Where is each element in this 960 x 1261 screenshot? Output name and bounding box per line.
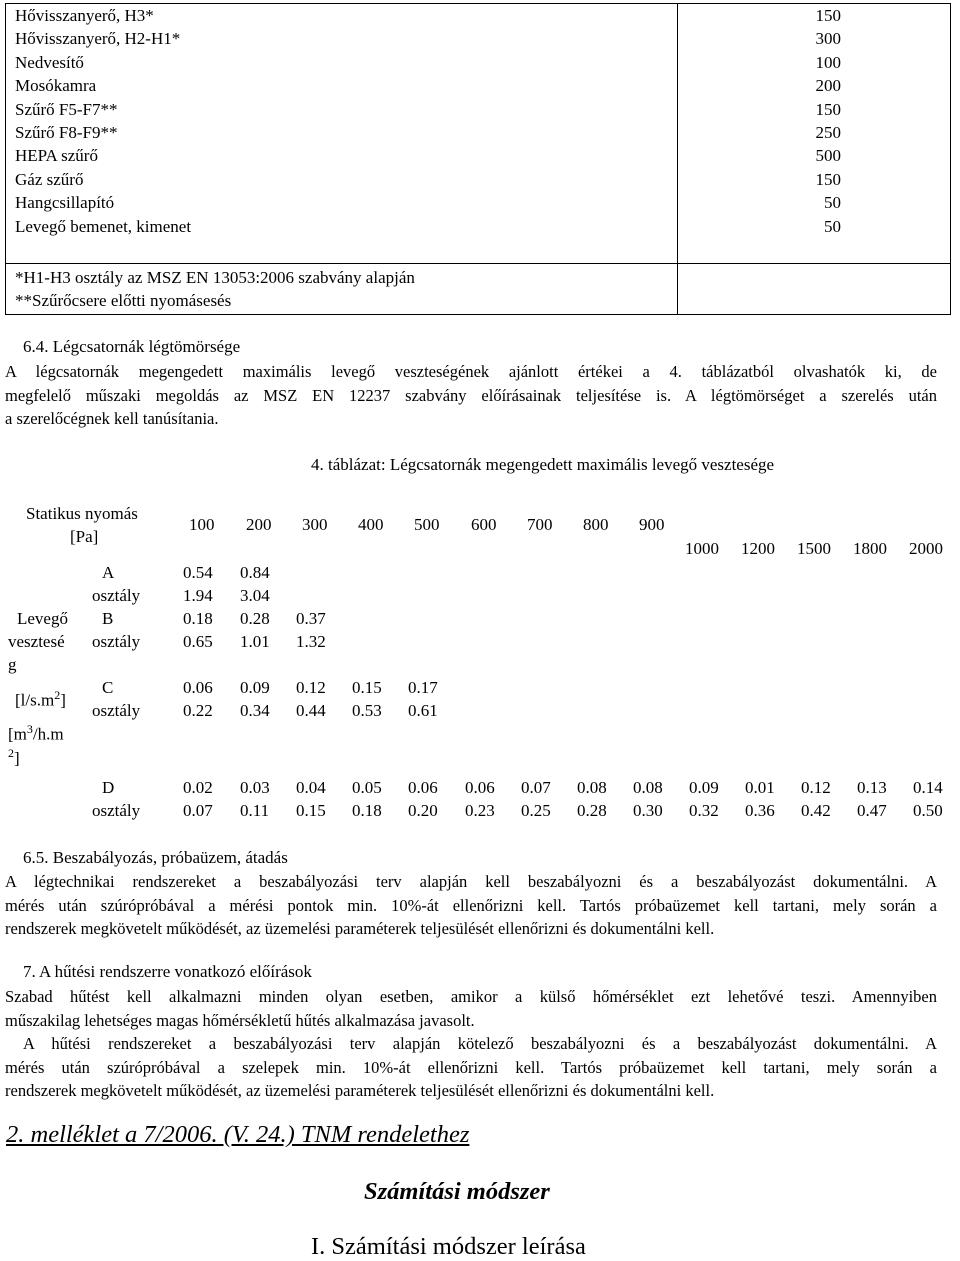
component-name: Szűrő F8-F9** (15, 123, 118, 142)
unit-mh-close: ] (14, 748, 20, 768)
loss-value-mh: 0.28 (577, 801, 607, 820)
loss-value-mh: 0.30 (633, 801, 663, 820)
annex-title: 2. melléklet a 7/2006. (V. 24.) TNM rendelethez (6, 1121, 470, 1148)
loss-value-mh: 0.18 (352, 801, 382, 820)
loss-value-ls: 0.12 (296, 678, 326, 697)
loss-value-ls: 0.14 (913, 778, 943, 797)
pressure-header: 1800 (853, 539, 887, 558)
section-7-body (5, 985, 937, 1103)
loss-value-ls: 0.54 (183, 563, 213, 582)
pressure-header: 700 (527, 515, 553, 534)
class-letter: B (102, 609, 114, 628)
component-name: Nedvesítő (15, 52, 84, 72)
loss-value-ls: 0.15 (352, 678, 382, 697)
loss-value-mh: 0.36 (745, 801, 775, 820)
loss-value-mh: 1.32 (296, 632, 326, 651)
air-loss-label: Levegő (17, 609, 68, 628)
unit-mh-text: /h.m (32, 724, 64, 744)
loss-value-mh: 0.34 (240, 701, 270, 720)
loss-value-mh: 0.15 (296, 801, 326, 820)
loss-value-mh: 0.65 (183, 632, 213, 651)
loss-value-ls: 0.37 (296, 609, 326, 628)
pressure-drop-value: 50 (824, 193, 841, 213)
paragraph-line: mérés után szúrópróbával a mérési pontok min. 10%-át ellenőrizni kell. Tartós próbaüzemet kell tartani, mely során a (5, 895, 937, 915)
loss-value-ls: 0.08 (577, 778, 607, 797)
paragraph-line: műszakilag lehetséges magas hőmérsékletű hűtés alkalmazása javasolt. (5, 1010, 475, 1030)
section-6-5-body (5, 870, 937, 941)
section-7-heading: 7. A hűtési rendszerre vonatkozó előírások (23, 962, 312, 981)
loss-value-ls: 0.13 (857, 778, 887, 797)
loss-value-ls: 0.28 (240, 609, 270, 628)
paragraph-line: A légcsatornák megengedett maximális levegő veszteségének ajánlott értékei a 4. táblázatból olvashatók ki, de (5, 362, 937, 381)
annex-subtitle: Számítási módszer (364, 1178, 550, 1205)
loss-value-ls: 0.12 (801, 778, 831, 797)
component-name: HEPA szűrő (15, 146, 98, 166)
air-loss-label: vesztesé (8, 632, 65, 651)
loss-value-mh: 0.61 (408, 701, 438, 720)
section-6-5-heading: 6.5. Beszabályozás, próbaüzem, átadás (23, 848, 288, 867)
footnote-h-classes: *H1-H3 osztály az MSZ EN 13053:2006 szabvány alapján (15, 268, 415, 287)
class-word: osztály (92, 586, 141, 605)
loss-value-ls: 0.05 (352, 778, 382, 797)
pressure-header: 200 (246, 515, 272, 534)
loss-value-ls: 0.84 (240, 563, 270, 582)
loss-value-mh: 1.01 (240, 632, 270, 651)
loss-value-ls: 0.09 (240, 678, 270, 697)
loss-value-ls: 0.18 (183, 609, 213, 628)
pressure-drop-value: 150 (815, 169, 841, 189)
unit-mh-tail (8, 742, 20, 770)
pressure-header: 400 (358, 515, 384, 534)
unit-ls-exp: 2 (54, 688, 61, 702)
paragraph-line: rendszerek megkövetelt működését, az üzemelési paraméterek teljesülését ellenőrizni és dokumentálni kell. (5, 1081, 715, 1100)
loss-value-mh: 0.25 (521, 801, 551, 820)
air-loss-label: g (8, 655, 17, 674)
unit-mh-open: [m (8, 724, 27, 744)
loss-value-ls: 0.08 (633, 778, 663, 797)
paragraph-line: rendszerek megkövetelt működését, az üzemelési paraméterek teljesülését ellenőrizni és dokumentálni kell. (5, 919, 715, 938)
pressure-drop-value: 200 (815, 76, 841, 96)
loss-value-mh: 0.53 (352, 701, 382, 720)
pressure-header: 1200 (741, 539, 775, 558)
component-name: Szűrő F5-F7** (15, 99, 118, 119)
class-letter: D (102, 778, 115, 797)
unit-ls-close: ] (60, 690, 66, 710)
component-name: Hővisszanyerő, H2-H1* (15, 29, 181, 49)
loss-value-mh: 0.22 (183, 701, 213, 720)
component-name: Mosókamra (15, 76, 97, 96)
loss-value-mh: 1.94 (183, 586, 213, 605)
loss-value-ls: 0.04 (296, 778, 326, 797)
table-4-caption: 4. táblázat: Légcsatornák megengedett maximális levegő vesztesége (311, 455, 775, 474)
loss-value-mh: 0.07 (183, 801, 213, 820)
class-word: osztály (92, 632, 141, 651)
pressure-drop-value: 250 (815, 123, 841, 142)
loss-value-mh: 0.47 (857, 801, 887, 820)
footnote-filter-change: **Szűrőcsere előtti nyomásesés (15, 291, 232, 310)
paragraph-line: mérés után szúrópróbával a szelepek min. 10%-át ellenőrizni kell. Tartós próbaüzemet kell tartani, mely során a (5, 1057, 937, 1077)
resistance-table (5, 3, 951, 315)
unit-ls (15, 684, 66, 712)
unit-mh-exp2: 2 (8, 746, 14, 760)
loss-value-ls: 0.03 (240, 778, 270, 797)
pressure-drop-value: 300 (815, 29, 841, 49)
loss-value-ls: 0.06 (408, 778, 438, 797)
pressure-header: 1000 (685, 539, 719, 558)
section-6-4-heading: 6.4. Légcsatornák légtömörsége (23, 337, 241, 356)
pressure-drop-value: 100 (815, 52, 841, 72)
section-6-4-body (5, 360, 937, 431)
pressure-header: 600 (471, 515, 497, 534)
class-word: osztály (92, 701, 141, 720)
loss-value-ls: 0.07 (521, 778, 551, 797)
unit-mh-exp: 3 (26, 722, 33, 736)
loss-value-mh: 0.20 (408, 801, 438, 820)
class-letter: C (102, 678, 114, 697)
paragraph-line: a szerelőcégnek kell tanúsítania. (5, 409, 219, 428)
loss-value-ls: 0.09 (689, 778, 719, 797)
pressure-drop-value: 150 (815, 6, 841, 25)
paragraph-line: Szabad hűtést kell alkalmazni minden olyan esetben, amikor a külső hőmérséklet ezt lehetővé teszi. Amennyiben (5, 987, 937, 1006)
paragraph-line: A légtechnikai rendszereket a beszabályozási terv alapján kell beszabályozni és a beszabályozást dokumentálni. A (5, 872, 937, 891)
component-name: Hővisszanyerő, H3* (15, 6, 154, 25)
pressure-drop-value: 150 (815, 99, 841, 119)
unit-ls-text: [l/s.m (15, 690, 55, 710)
loss-value-mh: 0.50 (913, 801, 943, 820)
loss-value-mh: 0.44 (296, 701, 326, 720)
static-pressure-unit: [Pa] (70, 527, 99, 546)
pressure-header: 900 (639, 515, 665, 534)
loss-value-mh: 3.04 (240, 586, 270, 605)
loss-value-ls: 0.06 (465, 778, 495, 797)
loss-value-mh: 0.32 (689, 801, 719, 820)
pressure-header: 100 (189, 515, 215, 534)
loss-value-mh: 0.11 (240, 801, 270, 820)
pressure-header: 1500 (797, 539, 831, 558)
class-letter: A (102, 563, 115, 582)
loss-value-ls: 0.02 (183, 778, 213, 797)
loss-value-mh: 0.42 (801, 801, 831, 820)
pressure-header: 500 (414, 515, 440, 534)
loss-value-ls: 0.01 (745, 778, 775, 797)
paragraph-line: A hűtési rendszereket a beszabályozási terv alapján kötelező beszabályozni és a beszabályozást dokumentálni. A (23, 1034, 937, 1053)
component-name: Levegő bemenet, kimenet (15, 216, 192, 236)
loss-value-ls: 0.17 (408, 678, 438, 697)
pressure-header: 800 (583, 515, 609, 534)
pressure-drop-value: 500 (815, 146, 841, 166)
annex-section-title: I. Számítási módszer leírása (311, 1233, 586, 1260)
pressure-header: 300 (302, 515, 328, 534)
class-word: osztály (92, 801, 141, 820)
loss-value-mh: 0.23 (465, 801, 495, 820)
paragraph-line: megfelelő műszaki megoldás az MSZ EN 12237 szabvány előírásainak teljesítése is. A légtömörséget a szerelés után (5, 385, 937, 405)
static-pressure-label: Statikus nyomás (26, 504, 138, 523)
pressure-header: 2000 (909, 539, 943, 558)
component-name: Gáz szűrő (15, 169, 84, 189)
pressure-drop-value: 50 (824, 216, 841, 236)
component-name: Hangcsillapító (15, 193, 115, 213)
loss-value-ls: 0.06 (183, 678, 213, 697)
